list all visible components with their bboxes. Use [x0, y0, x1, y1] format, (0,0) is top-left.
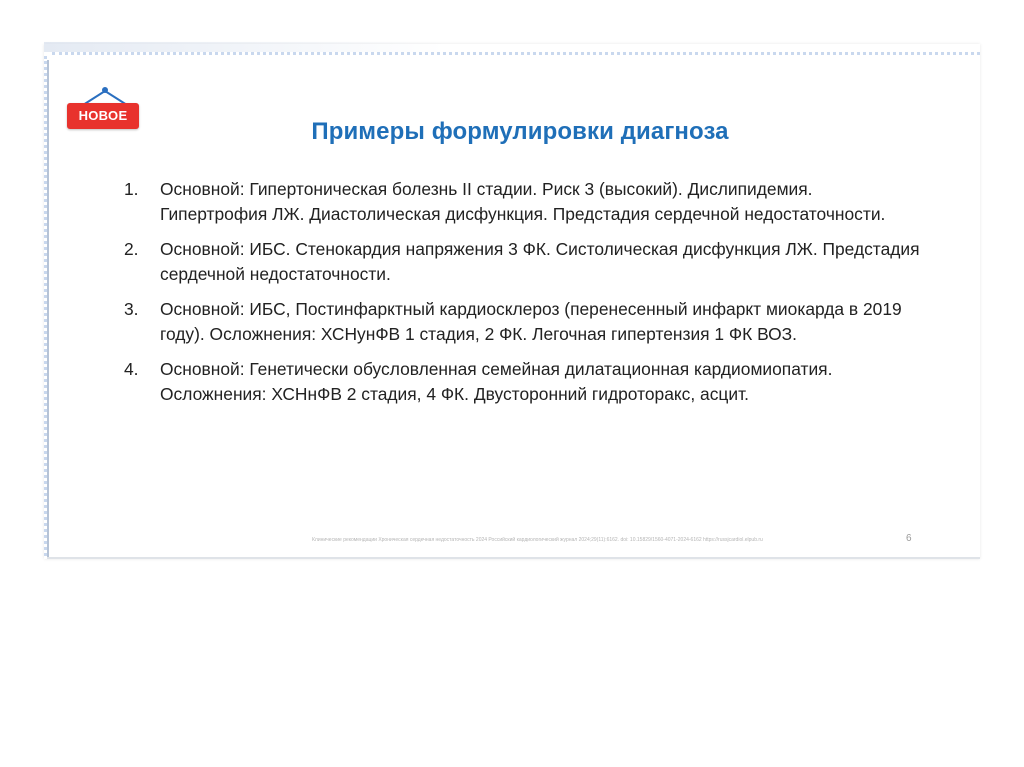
list-item	[124, 177, 924, 226]
list-item-number: 2.	[124, 239, 139, 259]
list-item-text: Основной: Генетически обусловленная семейная дилатационная кардиомиопатия. Осложнения: ХСНнФВ 2 стадия, 4 ФК. Двусторонний гидроторакс, асцит.	[160, 359, 833, 404]
list-item-text: Основной: ИБС. Стенокардия напряжения 3 ФК. Систолическая дисфункция ЛЖ. Предстадия сердечной недостаточности.	[160, 239, 920, 284]
diagnosis-list	[124, 177, 924, 417]
list-item-text: Основной: ИБС, Постинфарктный кардиосклероз (перенесенный инфаркт миокарда в 2019 году). Осложнения: ХСНунФВ 1 стадия, 2 ФК. Легочная гипертензия 1 ФК ВОЗ.	[160, 299, 902, 344]
frame-top-fade	[44, 42, 444, 52]
list-item-number: 1.	[124, 179, 139, 199]
new-badge: НОВОЕ	[67, 103, 139, 129]
page-number: 6	[906, 533, 912, 544]
footer-reference: Клинические рекомендации Хроническая сердечная недостаточность 2024 Российский кардиологический журнал 2024;29(11):6162. doi: 10.15829/1560-4071-2024-6162 https://russjcardiol.elpub.ru	[312, 537, 763, 543]
frame-left-edge	[47, 60, 49, 558]
list-item-number: 3.	[124, 299, 139, 319]
frame-dotted-top	[52, 52, 980, 55]
frame-bottom-edge	[47, 557, 980, 559]
list-item	[124, 237, 924, 286]
slide-title: Примеры формулировки диагноза	[311, 118, 729, 145]
list-item	[124, 357, 924, 406]
list-item	[124, 297, 924, 346]
list-item-number: 4.	[124, 359, 139, 379]
list-item-text: Основной: Гипертоническая болезнь II стадии. Риск 3 (высокий). Дислипидемия. Гипертрофия ЛЖ. Диастолическая дисфункция. Предстадия сердечной недостаточности.	[160, 179, 886, 224]
